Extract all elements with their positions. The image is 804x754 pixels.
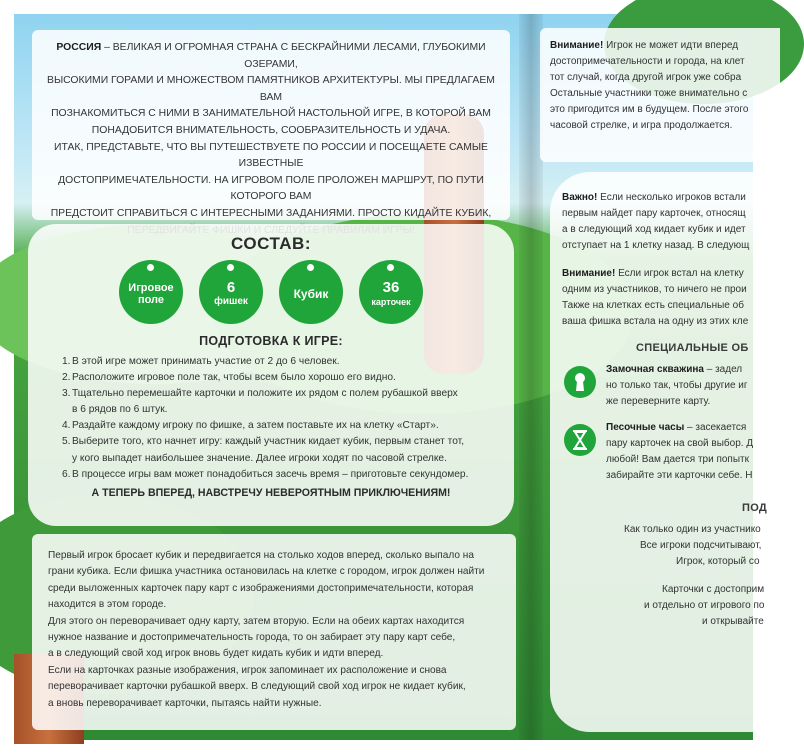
attention-line: достопримечательности и города, на клет: [550, 56, 745, 67]
attention-line: Остальные участники тоже внимательно с: [550, 88, 748, 99]
keyhole-icon: [564, 366, 596, 398]
hourglass-icon: [564, 424, 596, 456]
step-number: 1.: [62, 356, 71, 367]
attention-line: [550, 38, 780, 54]
prep-title: ПОДГОТОВКА К ИГРЕ:: [199, 334, 343, 348]
attention2-line: одним из участников, то ничего не прои: [562, 284, 747, 295]
prep-step: [62, 434, 514, 450]
rules-line: среди выложенных карточек пару карт с изображениями достопримечательности, которая: [48, 582, 474, 594]
hourglass-line: любой! Вам дается три попытк: [606, 454, 749, 465]
prep-step: [62, 354, 514, 370]
step-text: Раздайте каждому игроку по фишке, а затем поставьте их на клетку «Старт».: [72, 420, 439, 432]
intro-line: [40, 40, 502, 73]
intro-country-name: РОССИЯ: [56, 42, 102, 53]
rules-sheet: [14, 14, 768, 740]
attention2-line: ваша фишка встала на одну из этих кле: [562, 316, 749, 327]
rules-line: переворачивает карточки рубашкой вверх. В следующий свой ход игрок не кидает кубик,: [48, 681, 466, 693]
step-number: 3.: [62, 388, 71, 400]
prep-step-cont: [62, 402, 514, 418]
hourglass-line: забирайте эти карточки себе. Н: [606, 470, 753, 481]
final-line: Как только один из участнико: [624, 524, 761, 535]
contents-panel: [28, 224, 514, 526]
prep-step-cont: [62, 451, 514, 467]
attention-panel: [540, 28, 780, 162]
subtitle: ПОД: [742, 502, 768, 514]
attention2-lead: Внимание!: [562, 268, 616, 279]
special-hourglass: [562, 420, 770, 484]
contents-item-count: 36: [382, 279, 400, 296]
prep-step: [62, 370, 514, 386]
keyhole-line: – задел: [703, 364, 743, 375]
attention-line: это пригодится им в будущем. После этого: [550, 104, 749, 115]
rules-line: находится в этом городе.: [48, 599, 167, 611]
hourglass-text: [606, 420, 753, 484]
prep-step: [62, 418, 514, 434]
attention2-line: [562, 266, 770, 282]
intro-line: ВЫСОКИМИ ГОРАМИ И МНОЖЕСТВОМ ПАМЯТНИКОВ АРХИТЕКТУРЫ. МЫ ПРЕДЛАГАЕМ ВАМ: [47, 75, 495, 103]
cards-line: и отдельно от игрового по: [644, 600, 765, 611]
contents-item-label: карточек: [371, 297, 411, 307]
dot-icon: [227, 264, 234, 271]
contents-item-count: 6: [226, 279, 236, 296]
contents-list: [28, 260, 514, 324]
intro-line: ПОЗНАКОМИТЬСЯ С НИМИ В ЗАНИМАТЕЛЬНОЙ НАСТОЛЬНОЙ ИГРЕ, В КОТОРОЙ ВАМ: [51, 108, 491, 120]
contents-title: СОСТАВ:: [231, 234, 311, 253]
step-text: Тщательно перемешайте карточки и положите их рядом с полем рубашкой вверх: [72, 388, 458, 400]
intro-line: ИТАК, ПРЕДСТАВЬТЕ, ЧТО ВЫ ПУТЕШЕСТВУЕТЕ ПО РОССИИ И ПОСЕЩАЕТЕ САМЫЕ ИЗВЕСТНЫЕ: [54, 141, 488, 170]
contents-item-tokens: [199, 260, 263, 324]
intro-text: – ВЕЛИКАЯ И ОГРОМНАЯ СТРАНА С БЕСКРАЙНИМИ ЛЕСАМИ, ГЛУБОКИМИ ОЗЕРАМИ,: [101, 42, 486, 70]
contents-item-cards: [359, 260, 423, 324]
special-title: СПЕЦИАЛЬНЫЕ ОБ: [636, 342, 749, 354]
final-line: Все игроки подсчитывают,: [640, 540, 762, 551]
rules-panel: [32, 534, 516, 730]
step-text: у кого выпадет наибольшее значение. Далее игроки ходят по часовой стрелке.: [72, 452, 447, 464]
contents-item-label: фишек: [214, 296, 248, 307]
cards-line: и открывайте: [702, 616, 764, 627]
hourglass-lead: Песочные часы: [606, 422, 685, 433]
important-line: отступает на 1 клетку назад. В следующ: [562, 240, 750, 251]
prep-steps: [62, 354, 514, 483]
rules-line: а вновь переворачивает карточки, пытаясь найти нужные.: [48, 697, 322, 709]
contents-item-board: [119, 260, 183, 324]
intro-line: ПОНАДОБИТСЯ ВНИМАТЕЛЬНОСТЬ, СООБРАЗИТЕЛЬНОСТЬ И УДАЧА.: [91, 124, 451, 136]
attention2-line: Также на клетках есть специальные об: [562, 300, 744, 311]
attention-line: тот случай, когда другой игрок уже собра: [550, 72, 742, 83]
step-number: 6.: [62, 468, 71, 480]
contents-item-die: [279, 260, 343, 324]
important-lead: Важно!: [562, 192, 598, 203]
dot-icon: [307, 264, 314, 271]
dot-icon: [147, 264, 154, 271]
special-keyhole: [562, 362, 770, 410]
keyhole-line: но только так, чтобы другие иг: [606, 380, 748, 391]
keyhole-text: [606, 362, 748, 410]
step-number: 2.: [62, 372, 71, 384]
rules-line: Первый игрок бросает кубик и передвигается на столько ходов вперед, сколько выпало на: [48, 550, 474, 561]
contents-item-label: поле: [137, 294, 165, 306]
rules-line: нужное название и достопримечательность города, то он забирает эту пару карт себе,: [48, 632, 456, 644]
attention-lead: Внимание!: [550, 40, 604, 51]
prep-step: [62, 467, 514, 483]
important-line: [562, 190, 770, 206]
contents-item-label: Кубик: [293, 286, 329, 301]
step-number: 4.: [62, 420, 71, 432]
hourglass-line: – засекается: [684, 422, 747, 433]
step-text: в 6 рядов по 6 штук.: [72, 404, 168, 416]
prep-step: [62, 386, 514, 402]
cards-line: Карточки с достоприм: [662, 584, 765, 595]
intro-panel: [32, 30, 510, 220]
important-line: первым найдет пару карточек, относящ: [562, 208, 746, 219]
dot-icon: [387, 264, 394, 271]
keyhole-lead: Замочная скважина: [606, 364, 704, 375]
step-text: Расположите игровое поле так, чтобы всем было хорошо его видно.: [72, 372, 396, 384]
intro-line: ПРЕДСТОИТ СПРАВИТЬСЯ С ИНТЕРЕСНЫМИ ЗАДАНИЯМИ. ПРОСТО КИДАЙТЕ КУБИК,: [50, 207, 492, 219]
attention-text: Игрок не может идти вперед: [603, 40, 739, 51]
contents-item-label: Игровое: [128, 282, 174, 294]
intro-line: ДОСТОПРИМЕЧАТЕЛЬНОСТИ. НА ИГРОВОМ ПОЛЕ ПРОЛОЖЕН МАРШРУТ, ПО ПУТИ КОТОРОГО ВАМ: [58, 174, 484, 203]
step-text: Выберите того, кто начнет игру: каждый участник кидает кубик, первым станет тот,: [72, 436, 465, 448]
hourglass-line: пару карточек на свой выбор. Д: [606, 438, 754, 449]
rules-line: а в следующий свой ход игрок вновь будет кидать кубик и идти вперед.: [48, 648, 384, 660]
step-number: 5.: [62, 436, 71, 448]
attention2-text: Если игрок встал на клетку: [615, 268, 744, 279]
keyhole-line: же переверните карту.: [606, 396, 711, 407]
rules-line: Для этого он переворачивает одну карту, затем вторую. Если на обеих картах находится: [48, 615, 465, 627]
attention-line: часовой стрелке, и игра продолжается.: [550, 120, 733, 131]
prep-final-line: А ТЕПЕРЬ ВПЕРЕД, НАВСТРЕЧУ НЕВЕРОЯТНЫМ ПРИКЛЮЧЕНИЯМ!: [91, 486, 451, 499]
step-text: В этой игре может принимать участие от 2 до 6 человек.: [72, 356, 340, 367]
rules-line: Если на карточках разные изображения, игрок запоминает их расположение и снова: [48, 664, 447, 676]
final-line: Игрок, который со: [676, 556, 760, 567]
special-panel: [550, 172, 770, 732]
step-text: В процессе игры вам может понадобиться засечь время – приготовьте секундомер.: [72, 468, 469, 480]
rules-line: грани кубика. Если фишка участника остановилась на клетке с городом, игрок должен найти: [48, 566, 485, 578]
important-line: а в следующий ход кидает кубик и идет: [562, 224, 746, 235]
important-text: Если несколько игроков встали: [597, 192, 746, 203]
